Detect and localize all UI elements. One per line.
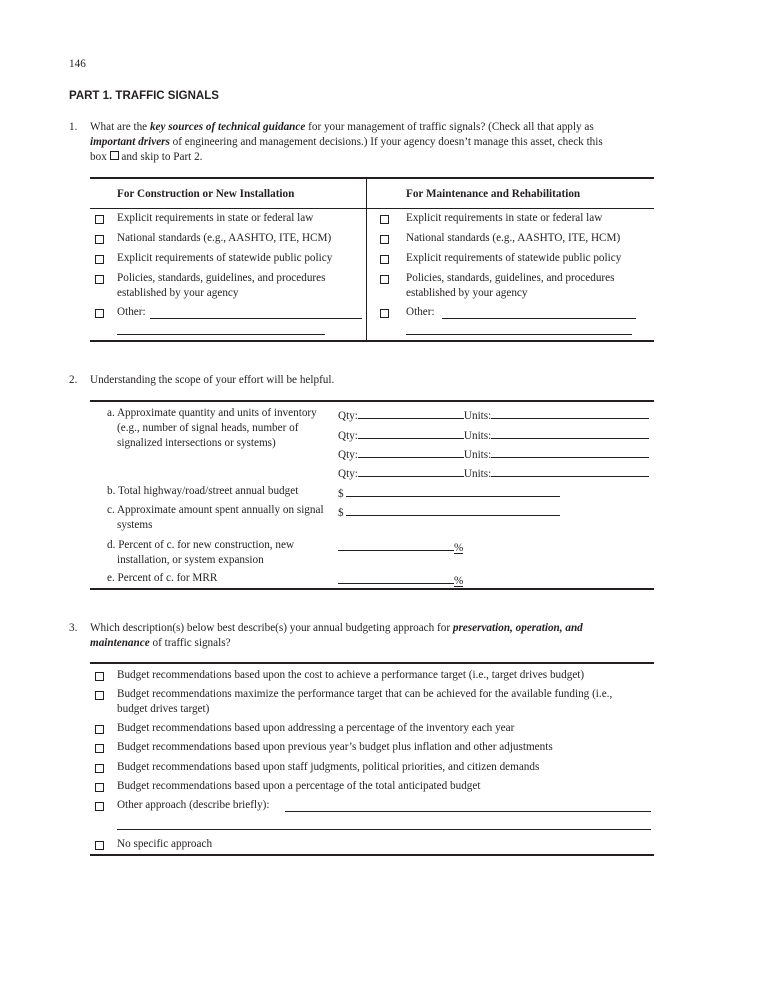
- qty-field-3[interactable]: [358, 446, 464, 458]
- part-title: PART 1. TRAFFIC SIGNALS: [69, 90, 219, 102]
- q3-checkbox-other[interactable]: [95, 802, 104, 811]
- q3-option-4: Budget recommendations based upon previous year’s budget plus inflation and other adjustments: [117, 741, 553, 753]
- budget-row: $: [338, 485, 560, 500]
- signal-spend-field[interactable]: [346, 504, 560, 516]
- q2-item-b: b. Total highway/road/street annual budget: [107, 485, 299, 497]
- q3-checkbox-1[interactable]: [95, 672, 104, 681]
- q3-checkbox-2[interactable]: [95, 691, 104, 700]
- q3-checkbox-none[interactable]: [95, 841, 104, 850]
- q3-option-none: No specific approach: [117, 838, 213, 850]
- q1-right-checkbox-4[interactable]: [380, 275, 389, 284]
- q1-left-other-line-2[interactable]: [117, 334, 325, 335]
- q1-left-checkbox-2[interactable]: [95, 235, 104, 244]
- q2-item-d: d. Percent of c. for new construction, new installation, or system expansion: [107, 539, 295, 566]
- q3-option-2: Budget recommendations maximize the performance target that can be achieved for the available funding (i.e., budget drives target): [117, 688, 613, 715]
- q2-text: Understanding the scope of your effort will be helpful.: [90, 374, 335, 386]
- q3-option-other: Other approach (describe briefly):: [117, 799, 270, 811]
- q1-right-checkbox-2[interactable]: [380, 235, 389, 244]
- q1-right-checkbox-3[interactable]: [380, 255, 389, 264]
- signal-spend-row: $: [338, 504, 560, 519]
- q1-left-checkbox-1[interactable]: [95, 215, 104, 224]
- q1-text: What are the key sources of technical guidance for your management of traffic signals? (Check all that apply as important drivers of engineering and management decisions.) If your agency doesn’t manage this asset, check this box and skip to Part 2.: [90, 121, 603, 163]
- qty-field-4[interactable]: [358, 465, 464, 477]
- q1-left-option-2: National standards (e.g., AASHTO, ITE, HCM): [117, 232, 332, 244]
- q3-table-top-rule: [90, 662, 654, 664]
- units-field-3[interactable]: [491, 446, 649, 458]
- percent-mrr-field[interactable]: [338, 572, 454, 584]
- q3-table-bottom-rule: [90, 854, 654, 856]
- percent-new-row: %: [338, 539, 463, 554]
- q1-header-rule: [90, 208, 654, 209]
- q2-item-a: a. Approximate quantity and units of inventory (e.g., number of signal heads, number of signalized intersections or systems): [107, 407, 317, 449]
- percent-mrr-row: %: [338, 572, 463, 587]
- q1-right-option-2: National standards (e.g., AASHTO, ITE, HCM): [406, 232, 621, 244]
- total-budget-field[interactable]: [346, 485, 560, 497]
- q1-left-checkbox-3[interactable]: [95, 255, 104, 264]
- q3-option-6: Budget recommendations based upon a percentage of the total anticipated budget: [117, 780, 481, 792]
- percent-new-field[interactable]: [338, 539, 454, 551]
- q1-table-bottom-rule: [90, 340, 654, 342]
- q3-number: 3.: [69, 622, 78, 634]
- q1-right-other-line-1[interactable]: [442, 318, 636, 319]
- qty-row-2: Qty: Units:: [338, 427, 649, 442]
- q3-option-5: Budget recommendations based upon staff judgments, political priorities, and citizen demands: [117, 761, 540, 773]
- q1-left-other-line-1[interactable]: [150, 318, 362, 319]
- q1-right-other-label: Other:: [406, 306, 435, 318]
- qty-field-1[interactable]: [358, 407, 464, 419]
- q2-table-bottom-rule: [90, 588, 654, 590]
- q1-number: 1.: [69, 121, 78, 133]
- q1-left-header: For Construction or New Installation: [117, 188, 295, 200]
- qty-row-1: Qty: Units:: [338, 407, 649, 422]
- q1-left-other-label: Other:: [117, 306, 146, 318]
- q3-other-line-1[interactable]: [285, 811, 651, 812]
- q1-left-checkbox-4[interactable]: [95, 275, 104, 284]
- skip-checkbox[interactable]: [110, 151, 119, 160]
- q3-checkbox-6[interactable]: [95, 783, 104, 792]
- q2-table-top-rule: [90, 400, 654, 402]
- q1-left-option-3: Explicit requirements of statewide public policy: [117, 252, 333, 264]
- q1-right-option-4: Policies, standards, guidelines, and procedures established by your agency: [406, 272, 615, 299]
- q1-left-option-1: Explicit requirements in state or federal law: [117, 212, 314, 224]
- q1-right-option-1: Explicit requirements in state or federal law: [406, 212, 603, 224]
- q1-right-checkbox-1[interactable]: [380, 215, 389, 224]
- q1-column-divider: [366, 178, 367, 341]
- qty-row-3: Qty: Units:: [338, 446, 649, 461]
- q1-left-checkbox-other[interactable]: [95, 309, 104, 318]
- q3-checkbox-3[interactable]: [95, 725, 104, 734]
- page-number: 146: [69, 58, 86, 70]
- q3-text: Which description(s) below best describe(s) your annual budgeting approach for preservation, operation, and maintenance of traffic signals?: [90, 622, 583, 649]
- q1-left-option-4: Policies, standards, guidelines, and procedures established by your agency: [117, 272, 326, 299]
- qty-row-4: Qty: Units:: [338, 465, 649, 480]
- units-field-4[interactable]: [491, 465, 649, 477]
- q1-table-top-rule: [90, 177, 654, 179]
- q1-right-checkbox-other[interactable]: [380, 309, 389, 318]
- q1-right-header: For Maintenance and Rehabilitation: [406, 188, 581, 200]
- q3-checkbox-5[interactable]: [95, 764, 104, 773]
- q2-item-e: e. Percent of c. for MRR: [107, 572, 218, 584]
- q3-checkbox-4[interactable]: [95, 744, 104, 753]
- q3-option-1: Budget recommendations based upon the cost to achieve a performance target (i.e., target drives budget): [117, 669, 585, 681]
- units-field-2[interactable]: [491, 427, 649, 439]
- units-field-1[interactable]: [491, 407, 649, 419]
- q1-right-option-3: Explicit requirements of statewide public policy: [406, 252, 622, 264]
- q3-other-line-2[interactable]: [117, 829, 651, 830]
- q3-option-3: Budget recommendations based upon addressing a percentage of the inventory each year: [117, 722, 515, 734]
- q2-number: 2.: [69, 374, 78, 386]
- q2-item-c: c. Approximate amount spent annually on signal systems: [107, 504, 324, 531]
- qty-field-2[interactable]: [358, 427, 464, 439]
- q1-right-other-line-2[interactable]: [406, 334, 632, 335]
